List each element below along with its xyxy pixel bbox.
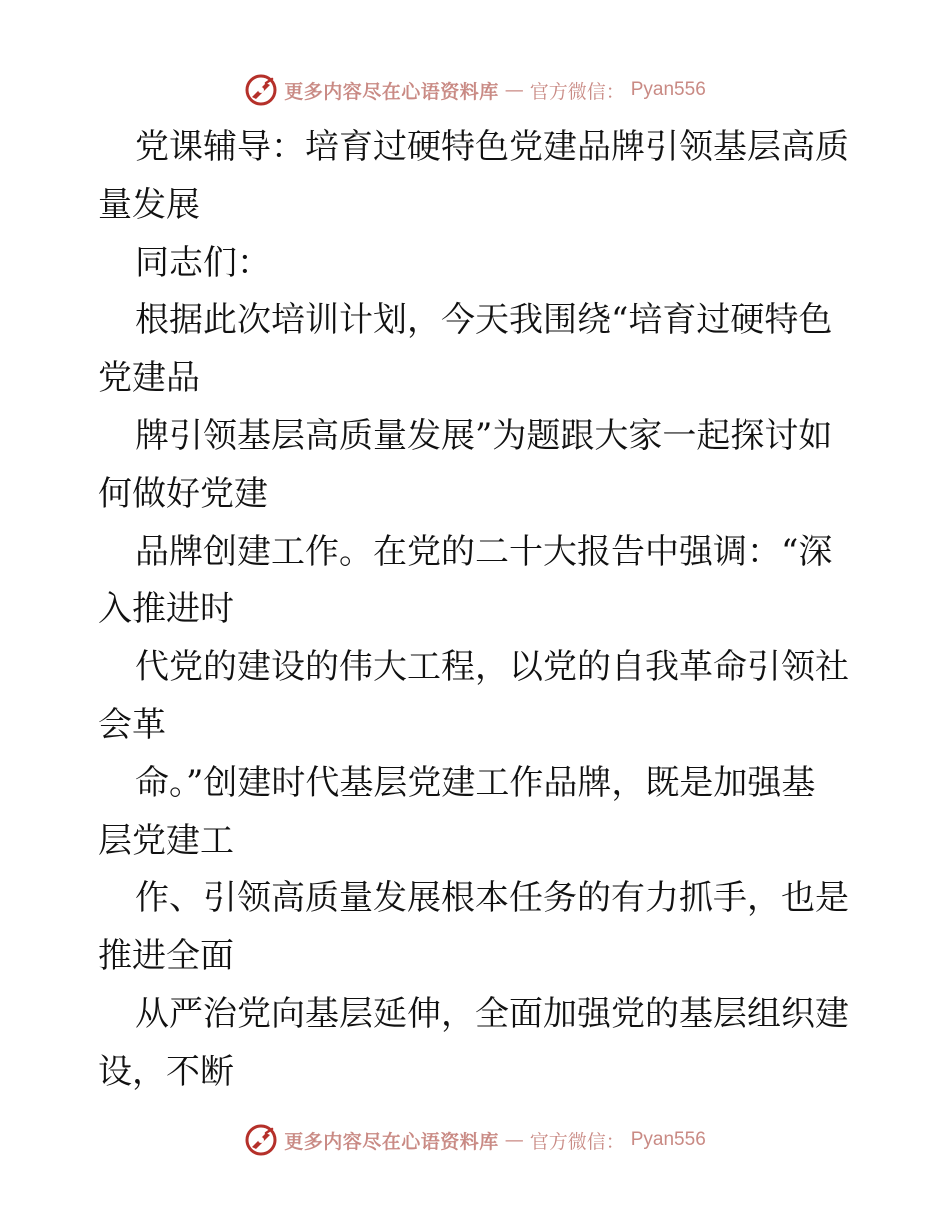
- body-line: 从严治党向基层延伸，全面加强党的基层组织建: [135, 993, 849, 1034]
- footer-dash: —: [504, 1129, 524, 1151]
- body-line: 入推进时: [98, 589, 234, 630]
- footer-brand-text: 更多内容尽在心语资料库: [284, 1130, 499, 1153]
- body-line: 代党的建设的伟大工程，以党的自我革命引领社: [135, 647, 849, 688]
- header-watermark: [0, 70, 950, 110]
- body-line: 牌引领基层高质量发展”为题跟大家一起探讨如: [135, 415, 833, 456]
- header-wechat-label: 官方微信：: [529, 80, 625, 103]
- salutation: 同志们：: [135, 242, 271, 283]
- body-line: 党建品: [98, 358, 200, 399]
- footer-wechat-label: 官方微信：: [529, 1130, 625, 1153]
- body-line: 何做好党建: [98, 473, 268, 514]
- document-body: [98, 119, 858, 1102]
- body-line: 层党建工: [98, 820, 234, 861]
- header-wechat-id: Pyan556: [630, 79, 706, 100]
- title-line-1: 党课辅导：培育过硬特色党建品牌引领基层高质: [135, 127, 849, 167]
- body-line: 命。”创建时代基层党建工作品牌，既是加强基: [135, 762, 816, 803]
- quill-logo-icon: [244, 1123, 278, 1157]
- body-line: 作、引领高质量发展根本任务的有力抓手，也是: [135, 878, 849, 919]
- quill-logo-icon: [244, 73, 278, 107]
- header-dash: —: [504, 79, 524, 101]
- footer-watermark: [0, 1120, 950, 1160]
- body-line: 设，不断: [98, 1051, 234, 1092]
- body-line: 会革: [98, 704, 166, 745]
- body-line: 根据此次培训计划，今天我围绕“培育过硬特色: [135, 300, 833, 341]
- body-line: 推进全面: [98, 936, 234, 977]
- header-brand-text: 更多内容尽在心语资料库: [284, 80, 499, 103]
- title-line-2: 量发展: [98, 184, 200, 225]
- body-line: 品牌创建工作。在党的二十大报告中强调：“深: [135, 531, 833, 572]
- footer-wechat-id: Pyan556: [630, 1129, 706, 1150]
